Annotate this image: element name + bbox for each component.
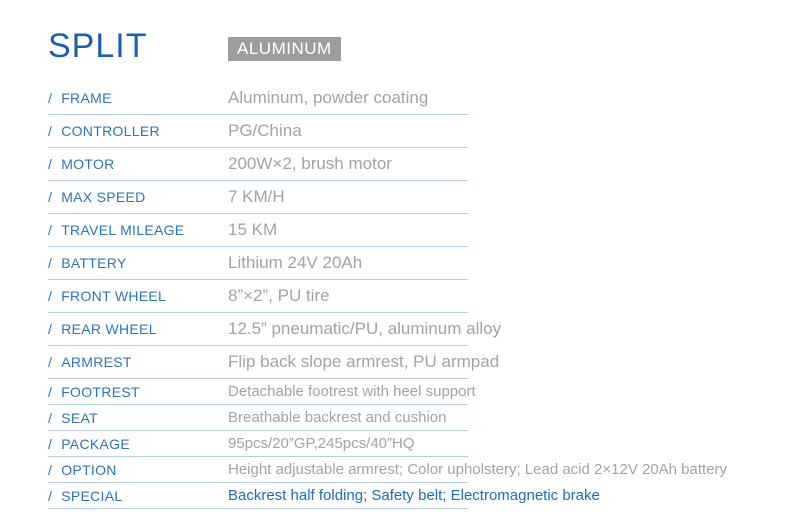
spec-value: 7 KM/H [228,187,285,206]
slash-prefix: / [48,288,53,304]
spec-label [48,436,228,452]
slash-prefix: / [48,189,53,205]
spec-label-text: FRAME [61,90,112,106]
spec-label [48,488,228,504]
spec-label-text: REAR WHEEL [61,321,157,337]
spec-value: PG/China [228,121,302,140]
spec-row-front-wheel [48,280,468,313]
spec-label-text: TRAVEL MILEAGE [61,222,185,238]
spec-value: Flip back slope armrest, PU armpad [228,352,500,371]
spec-value: Breathable backrest and cushion [228,409,447,426]
spec-label-text: SPECIAL [61,487,123,504]
slash-prefix: / [48,435,53,452]
spec-value: 95pcs/20”GP,245pcs/40”HQ [228,435,415,452]
spec-label [48,384,228,400]
spec-value: 200W×2, brush motor [228,154,392,173]
spec-row-seat [48,405,468,431]
spec-label [48,222,228,238]
spec-label-text: OPTION [61,461,117,478]
spec-label [48,255,228,271]
spec-label [48,90,228,106]
spec-label-text: FRONT WHEEL [61,288,167,304]
spec-row-max-speed [48,181,468,214]
product-title: SPLIT [48,27,148,65]
spec-row-motor [48,148,468,181]
spec-label [48,156,228,172]
slash-prefix: / [48,123,53,139]
spec-label [48,354,228,370]
spec-label [48,462,228,478]
spec-row-battery [48,247,468,280]
slash-prefix: / [48,90,53,106]
spec-label [48,123,228,139]
slash-prefix: / [48,222,53,238]
slash-prefix: / [48,487,53,504]
spec-row-special [48,483,600,509]
spec-label-text: FOOTREST [61,383,140,400]
slash-prefix: / [48,409,53,426]
spec-label-text: MOTOR [61,156,115,172]
spec-value: Height adjustable armrest; Color upholstery; Lead acid 2×12V 20Ah battery [228,461,728,478]
spec-row-armrest [48,346,500,379]
spec-label-text: PACKAGE [61,435,130,452]
slash-prefix: / [48,383,53,400]
spec-value: Backrest half folding; Safety belt; Electromagnetic brake [228,487,600,504]
spec-label [48,410,228,426]
spec-value: 15 KM [228,220,278,239]
spec-label-text: BATTERY [61,255,127,271]
slash-prefix: / [48,321,53,337]
spec-row-footrest [48,379,476,405]
spec-row-travel-mileage [48,214,468,247]
slash-prefix: / [48,461,53,478]
spec-label-text: MAX SPEED [61,189,146,205]
spec-value: 8”×2”, PU tire [228,286,330,305]
spec-value: Lithium 24V 20Ah [228,253,363,272]
spec-row-rear-wheel [48,313,502,346]
slash-prefix: / [48,354,53,370]
spec-row-frame [48,82,468,115]
spec-row-package [48,431,468,457]
spec-label-text: CONTROLLER [61,123,160,139]
spec-label-text: SEAT [61,409,98,426]
material-badge: ALUMINUM [228,37,341,61]
spec-value: Aluminum, powder coating [228,88,429,107]
slash-prefix: / [48,255,53,271]
spec-value: 12.5” pneumatic/PU, aluminum alloy [228,319,502,338]
spec-label-text: ARMREST [61,354,132,370]
spec-value: Detachable footrest with heel support [228,383,476,400]
spec-table [48,82,728,509]
slash-prefix: / [48,156,53,172]
spec-row-option [48,457,728,483]
spec-label [48,189,228,205]
spec-label [48,288,228,304]
spec-label [48,321,228,337]
spec-row-controller [48,115,468,148]
header [48,27,800,65]
